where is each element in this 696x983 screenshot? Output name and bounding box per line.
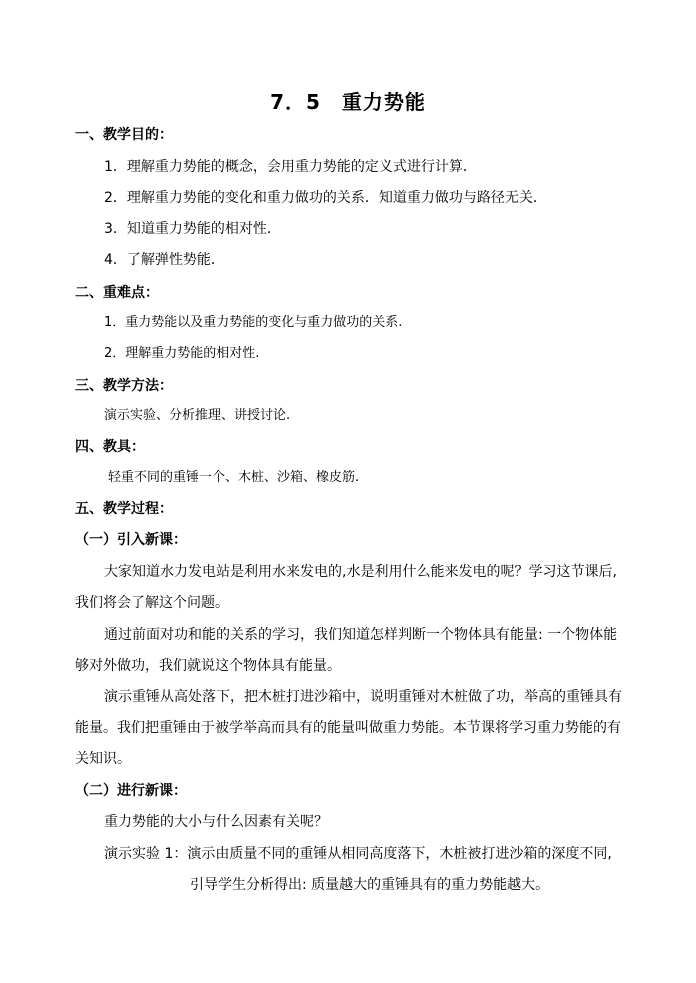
section-heading-methods: 三、教学方法： <box>75 378 173 394</box>
paragraph-line: 我们将会了解这个问题。 <box>75 595 229 611</box>
page-title: 7．5 重力势能 <box>270 90 426 114</box>
paragraph-line: 通过前面对功和能的关系的学习，我们知道怎样判断一个物体具有能量: 一个物体能 <box>104 627 618 643</box>
objective-item: 2．理解重力势能的变化和重力做功的关系．知道重力做功与路径无关． <box>104 190 547 206</box>
key-point-item: 1．重力势能以及重力势能的变化与重力做功的关系. <box>104 315 403 330</box>
section-heading-aids: 四、教具： <box>75 439 145 455</box>
paragraph-line: 引导学生分析得出: 质量越大的重锤具有的重力势能越大。 <box>190 877 550 893</box>
objective-item: 3．知道重力势能的相对性． <box>104 221 281 237</box>
section-heading-process: 五、教学过程： <box>75 501 173 517</box>
objective-item: 1．理解重力势能的概念，会用重力势能的定义式进行计算． <box>104 159 477 175</box>
section-heading-objectives: 一、教学目的： <box>75 127 173 143</box>
paragraph-line: 关知识。 <box>75 751 131 767</box>
key-point-item: 2．理解重力势能的相对性. <box>104 346 260 361</box>
subsection-heading-new-lesson: （二）进行新课： <box>75 783 187 799</box>
paragraph-line: 重力势能的大小与什么因素有关呢？ <box>104 814 328 830</box>
paragraph-line: 够对外做功，我们就说这个物体具有能量。 <box>75 658 341 674</box>
subsection-heading-intro: （一）引入新课： <box>75 532 187 548</box>
paragraph-line: 大家知道水力发电站是利用水来发电的,水是利用什么能来发电的呢？学习这节课后, <box>104 564 617 580</box>
aids-text: 轻重不同的重锤一个、木桩、沙箱、橡皮筋. <box>108 470 360 485</box>
section-heading-key-points: 二、重难点： <box>75 285 159 301</box>
paragraph-line: 能量。我们把重锤由于被学举高而具有的能量叫做重力势能。本节课将学习重力势能的有 <box>75 720 621 736</box>
objective-item: 4．了解弹性势能． <box>104 252 225 268</box>
methods-text: 演示实验、分析推理、讲授讨论. <box>104 408 291 423</box>
paragraph-line: 演示实验 1：演示由质量不同的重锤从相同高度落下，木桩被打进沙箱的深度不同, <box>104 846 612 862</box>
paragraph-line: 演示重锤从高处落下，把木桩打进沙箱中，说明重锤对木桩做了功，举高的重锤具有 <box>104 689 622 705</box>
